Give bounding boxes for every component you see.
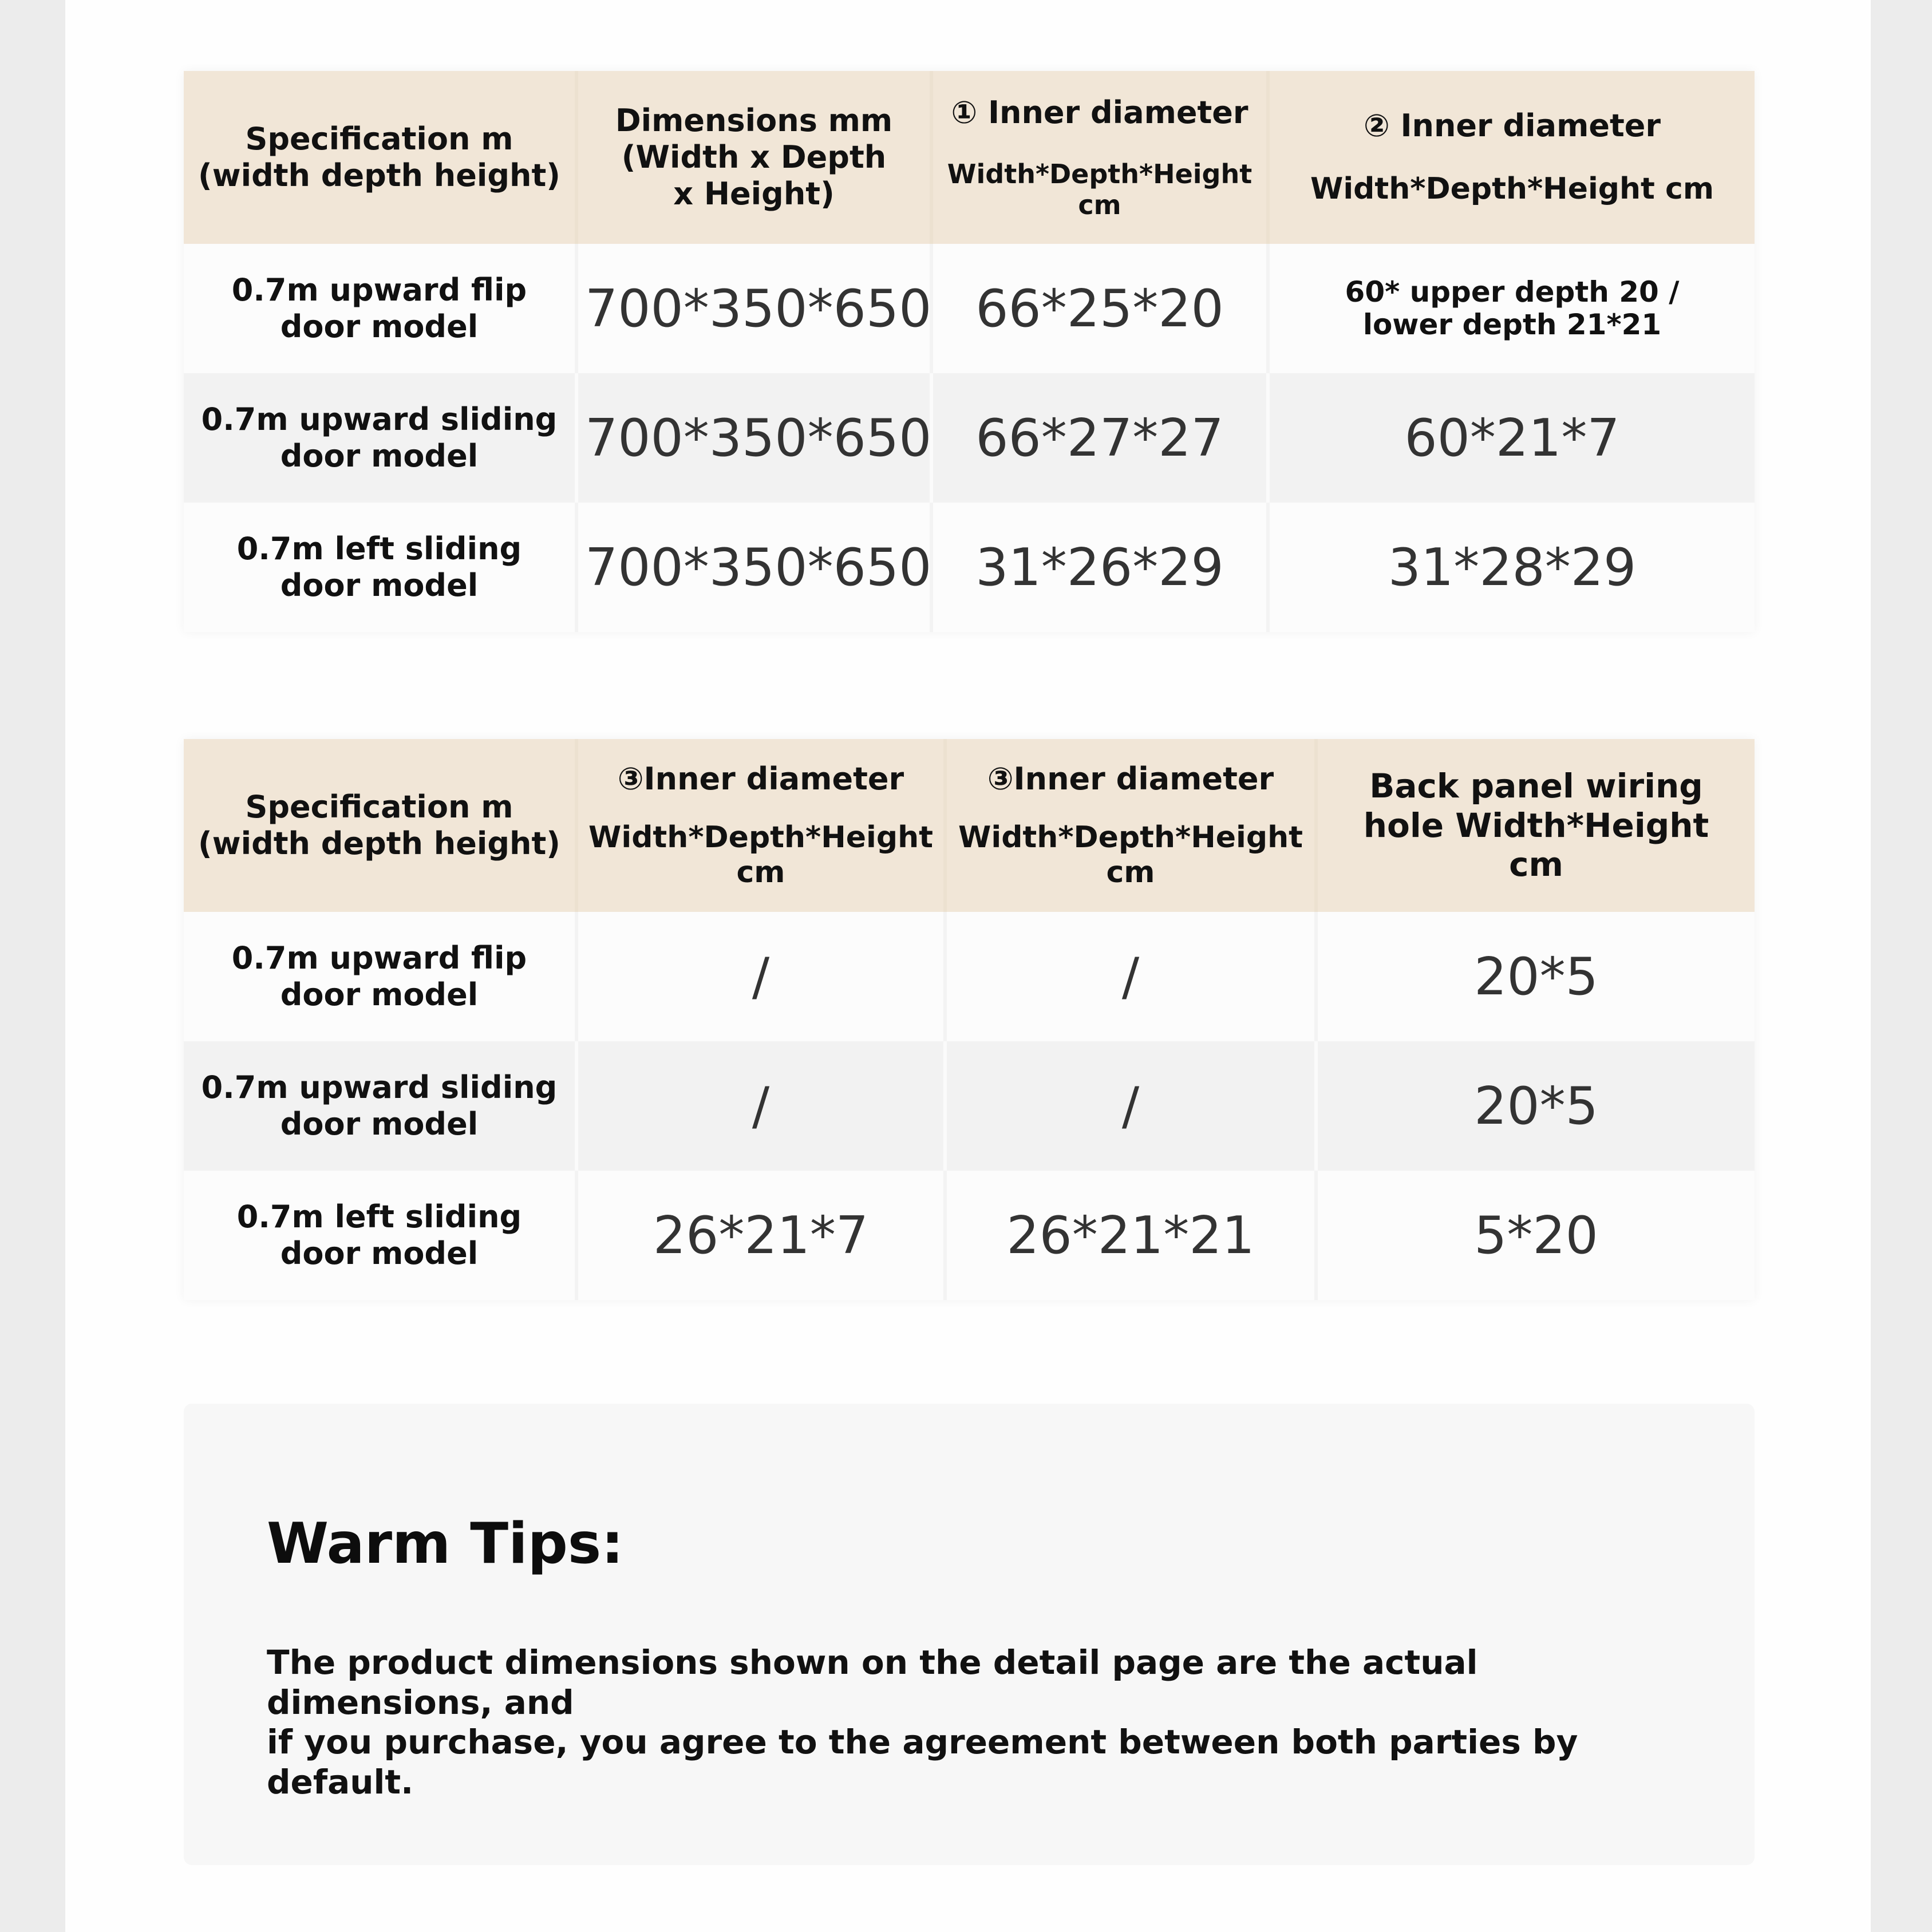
warm-tips-title: Warm Tips: (267, 1511, 624, 1577)
inner-diameter-cell: / (576, 912, 945, 1041)
header-dimensions-mm: Dimensions mm (Width x Depth x Height) (576, 71, 931, 244)
spec-cell: 0.7m upward flip door model (184, 244, 576, 373)
inner-diameter-cell: 60*21*7 (1268, 373, 1755, 503)
wiring-hole-cell: 5*20 (1316, 1171, 1755, 1300)
spec-cell: 0.7m upward sliding door model (184, 1041, 576, 1171)
wiring-hole-cell: 20*5 (1316, 912, 1755, 1041)
table-row (184, 244, 1755, 373)
header-wiring-hole: Back panel wiring hole Width*Height cm (1316, 739, 1755, 912)
inner-diameter-cell: / (945, 1041, 1316, 1171)
inner-diameter-cell: 26*21*21 (945, 1171, 1316, 1300)
spec-cell: 0.7m upward flip door model (184, 912, 576, 1041)
header-specification: Specification m (width depth height) (184, 71, 576, 244)
header-inner-diameter-3b: ③Inner diameter Width*Depth*Height cm (945, 739, 1316, 912)
inner-diameter-cell: 31*28*29 (1268, 503, 1755, 632)
table-row (184, 373, 1755, 503)
table-row (184, 1171, 1755, 1300)
header-unit: Width*Depth*Height cm (588, 820, 933, 890)
inner-diameter-cell: 31*26*29 (931, 503, 1268, 632)
table-row (184, 1041, 1755, 1171)
spec-cell: 0.7m left sliding door model (184, 1171, 576, 1300)
header-inner-diameter-2: ② Inner diameter Width*Depth*Height cm (1268, 71, 1755, 244)
dimension-cell: 700*350*650 (576, 244, 931, 373)
warm-tips-text: The product dimensions shown on the detail page are the actual dimensions, and if you purchase, you agree to the agreement between both parties by default. (267, 1643, 1578, 1801)
header-unit: Width*Depth*Height cm (1310, 172, 1714, 207)
header-unit: Width*Depth*Height cm (947, 158, 1253, 220)
table-header-row (184, 739, 1755, 912)
inner-diameter-cell: / (945, 912, 1316, 1041)
header-inner-diameter-3a: ③Inner diameter Width*Depth*Height cm (576, 739, 945, 912)
header-inner-diameter-1: ① Inner diameter Width*Depth*Height cm (931, 71, 1268, 244)
dimensions-table-2 (184, 739, 1755, 1300)
header-unit: Width*Depth*Height cm (958, 820, 1303, 890)
inner-diameter-cell: 66*27*27 (931, 373, 1268, 503)
inner-diameter-cell: 60* upper depth 20 / lower depth 21*21 (1268, 244, 1755, 373)
dimension-cell: 700*350*650 (576, 373, 931, 503)
spec-cell: 0.7m left sliding door model (184, 503, 576, 632)
table-row (184, 912, 1755, 1041)
table-header-row (184, 71, 1755, 244)
dimensions-table-1 (184, 71, 1755, 632)
dimension-cell: 700*350*650 (576, 503, 931, 632)
table-row (184, 503, 1755, 632)
inner-diameter-cell: 66*25*20 (931, 244, 1268, 373)
wiring-hole-cell: 20*5 (1316, 1041, 1755, 1171)
inner-diameter-cell: / (576, 1041, 945, 1171)
page (65, 0, 1871, 1932)
warm-tips-box (184, 1404, 1755, 1865)
inner-diameter-cell: 26*21*7 (576, 1171, 945, 1300)
spec-cell: 0.7m upward sliding door model (184, 373, 576, 503)
header-specification: Specification m (width depth height) (184, 739, 576, 912)
